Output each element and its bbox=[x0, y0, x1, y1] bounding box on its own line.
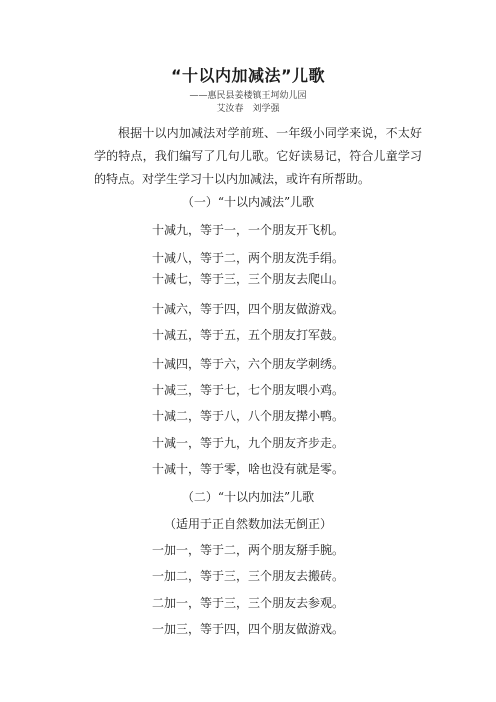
poem-line: 十减三，等于七，七个朋友喂小鸡。 bbox=[151, 383, 344, 397]
poem-line: 十减七，等于三，三个朋友去爬山。 bbox=[151, 272, 344, 286]
intro-paragraph: 根据十以内加减法对学前班、一年级小同学来说，不太好学的特点，我们编写了几句儿歌。它好读易记，符合儿童学习的特点。对学生学习十以内加减法，或许有所帮助。 bbox=[94, 126, 422, 186]
poem-line: 十减六，等于四，四个朋友做游戏。 bbox=[151, 302, 344, 316]
document-source: ——惠民县姜楼镇王坷幼儿园 bbox=[189, 91, 307, 101]
section-note: （适用于正自然数加法无倒正） bbox=[163, 517, 332, 531]
section-heading-subtraction: （一）“十以内减法”儿歌 bbox=[181, 195, 315, 209]
poem-line: 一加一，等于二，两个朋友掰手腕。 bbox=[151, 543, 344, 557]
poem-line: 十减五，等于五，五个朋友打军鼓。 bbox=[151, 328, 344, 342]
poem-line: 十减二，等于八，八个朋友撵小鸭。 bbox=[151, 409, 344, 423]
poem-line: 十减八，等于二，两个朋友洗手绢。 bbox=[151, 251, 344, 265]
poem-line: 十减一，等于九，九个朋友齐步走。 bbox=[151, 436, 344, 450]
poem-line: 一加三，等于四，四个朋友做游戏。 bbox=[151, 622, 344, 636]
document-title: “十以内加减法”儿歌 bbox=[170, 66, 326, 85]
poem-line: 一加二，等于三，三个朋友去搬砖。 bbox=[151, 569, 344, 583]
poem-line: 十减四，等于六，六个朋友学刺绣。 bbox=[151, 357, 344, 371]
section-heading-addition: （二）“十以内加法”儿歌 bbox=[181, 490, 315, 504]
poem-line: 十减十，等于零，啥也没有就是零。 bbox=[151, 462, 344, 476]
document-authors: 艾汝春 刘学强 bbox=[216, 104, 280, 114]
poem-line: 十减九，等于一，一个朋友开飞机。 bbox=[151, 223, 344, 237]
poem-line: 二加一，等于三，三个朋友去参观。 bbox=[151, 596, 344, 610]
